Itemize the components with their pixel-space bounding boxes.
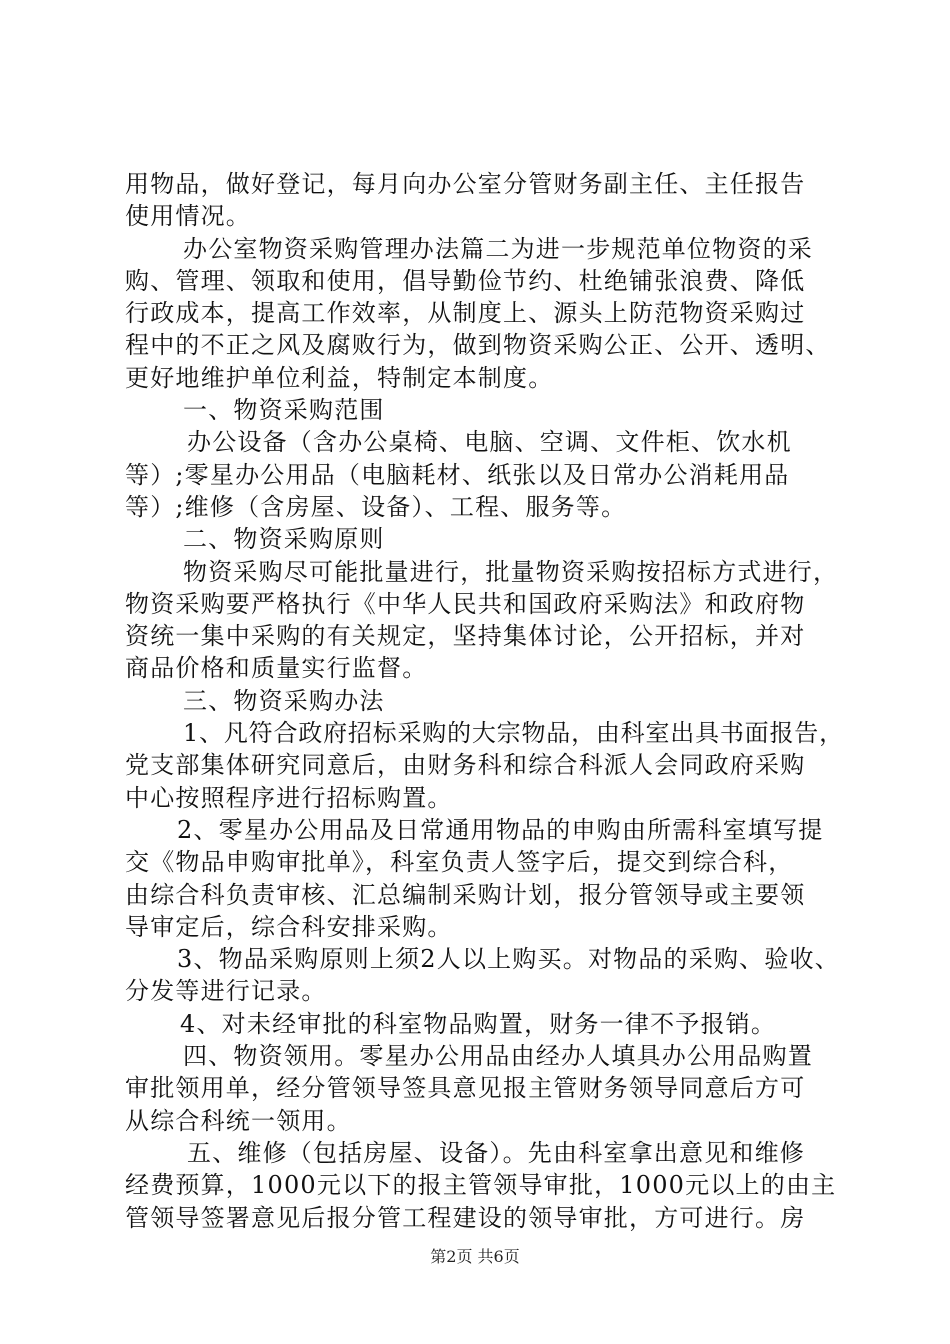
text-line: 更好地维护单位利益，特制定本制度。 xyxy=(125,363,554,392)
text-line: 物资采购要严格执行《中华人民共和国政府采购法》和政府物 xyxy=(125,589,806,618)
text-line: 行政成本，提高工作效率，从制度上、源头上防范物资采购过 xyxy=(125,299,806,328)
text-line: 中心按照程序进行招标购置。 xyxy=(125,783,453,812)
text-line: 使用情况。 xyxy=(125,202,251,231)
text-line: 等）;零星办公用品（电脑耗材、纸张以及日常办公消耗用品 xyxy=(125,460,790,489)
text-line: 资统一集中采购的有关规定，坚持集体讨论，公开招标，并对 xyxy=(125,622,806,651)
page-number-footer: 第2页 共6页 xyxy=(430,1247,520,1266)
text-line: 导审定后，综合科安排采购。 xyxy=(125,912,453,941)
text-line: 办公设备（含办公桌椅、电脑、空调、文件柜、饮水机 xyxy=(187,428,792,457)
text-line: 一、物资采购范围 xyxy=(183,396,385,425)
text-line: 用物品，做好登记，每月向办公室分管财务副主任、主任报告 xyxy=(125,170,806,198)
text-line: 办公室物资采购管理办法篇二为进一步规范单位物资的采 xyxy=(183,234,813,263)
text-line: 经费预算，1000元以下的报主管领导审批，1000元以上的由主 xyxy=(125,1171,837,1200)
text-line: 三、物资采购办法 xyxy=(183,686,385,715)
text-line: 2、零星办公用品及日常通用物品的申购由所需科室填写提 xyxy=(177,815,824,844)
text-line: 程中的不正之风及腐败行为，做到物资采购公正、公开、透明、 xyxy=(125,331,831,360)
text-line: 二、物资采购原则 xyxy=(183,525,385,554)
text-line: 购、管理、领取和使用，倡导勤俭节约、杜绝铺张浪费、降低 xyxy=(125,266,806,295)
text-line: 五、维修（包括房屋、设备）。先由科室拿出意见和维修 xyxy=(187,1138,805,1167)
text-line: 3、物品采购原则上须2人以上购买。对物品的采购、验收、 xyxy=(177,945,840,974)
text-line: 管领导签署意见后报分管工程建设的领导审批，方可进行。房 xyxy=(125,1203,806,1232)
text-line: 物资采购尽可能批量进行，批量物资采购按招标方式进行， xyxy=(183,557,839,586)
document-body xyxy=(125,168,845,1234)
text-line: 由综合科负责审核、汇总编制采购计划，报分管领导或主要领 xyxy=(125,880,806,909)
text-line: 分发等进行记录。 xyxy=(125,977,327,1006)
text-line: 4、对未经审批的科室物品购置，财务一律不予报销。 xyxy=(180,1009,777,1038)
text-line: 交《物品申购审批单》，科室负责人签字后，提交到综合科， xyxy=(125,848,794,877)
text-line: 1、凡符合政府招标采购的大宗物品，由科室出具书面报告， xyxy=(183,719,844,748)
text-line: 审批领用单，经分管领导签具意见报主管财务领导同意后方可 xyxy=(125,1074,806,1103)
text-line: 等）;维修（含房屋、设备）、工程、服务等。 xyxy=(125,492,627,521)
text-line: 党支部集体研究同意后，由财务科和综合科派人会同政府采购 xyxy=(125,751,806,780)
text-line: 商品价格和质量实行监督。 xyxy=(125,654,428,683)
text-line: 从综合科统一领用。 xyxy=(125,1106,352,1135)
text-line: 四、物资领用。零星办公用品由经办人填具办公用品购置 xyxy=(183,1042,813,1071)
